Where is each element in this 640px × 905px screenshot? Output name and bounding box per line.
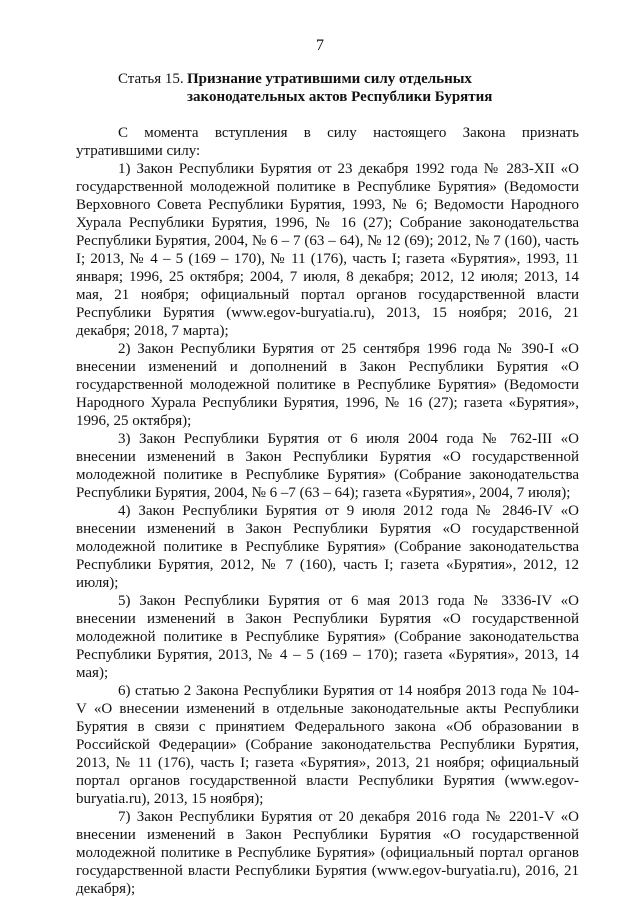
article-body: [76, 124, 579, 898]
intro-paragraph: С момента вступления в силу настоящего Закона признать утратившими силу:: [76, 125, 579, 159]
article-label: Статья 15.: [118, 71, 184, 87]
list-item-1: 1) Закон Республики Бурятия от 23 декабря 1992 года № 283-XII «О государственной молодежной политике в Республике Бурятия» (Ведомости Верховного Совета Республики Бурятия, 1993, № 6; Ведомости Народного Хурала Республики Бурятия, 1996, № 16 (27); Собрание законодательства Республики Бурятия, 2004, № 6 – 7 (63 – 64), № 12 (69); 2012, № 7 (160), часть I; 2013, № 4 – 5 (169 – 170), № 11 (176), часть I; газета «Бурятия», 1993, 11 января; 1996, 25 октября; 2004, 7 июля, 8 декабря; 2012, 12 июля; 2013, 14 мая, 21 ноября; официальный портал органов государственной власти Республики Бурятия (www.egov-buryatia.ru), 2013, 15 ноября; 2016, 21 декабря; 2018, 7 марта);: [76, 161, 579, 339]
list-item-3: 3) Закон Республики Бурятия от 6 июля 2004 года № 762-III «О внесении изменений в Закон Республики Бурятия «О государственной молодежной политике в Республике Бурятия» (Собрание законодательства Республики Бурятия, 2004, № 6 –7 (63 – 64); газета «Бурятия», 2004, 7 июля);: [76, 431, 579, 501]
list-item-6: 6) статью 2 Закона Республики Бурятия от 14 ноября 2013 года № 104-V «О внесении изменений в отдельные законодательные акты Республики Бурятия в связи с принятием Федерального закона «Об образовании в Российской Федерации» (Собрание законодательства Республики Бурятия, 2013, № 11 (176), часть I; газета «Бурятия», 2013, 21 ноября; официальный портал органов государственной власти Республики Бурятия (www.egov-buryatia.ru), 2013, 15 ноября);: [76, 683, 579, 807]
list-item-7: 7) Закон Республики Бурятия от 20 декабря 2016 года № 2201-V «О внесении изменений в Закон Республики Бурятия «О государственной молодежной политике в Республике Бурятия» (официальный портал органов государственной власти Республики Бурятия (www.egov-buryatia.ru), 2016, 21 декабря);: [76, 809, 579, 897]
list-item-2: 2) Закон Республики Бурятия от 25 сентября 1996 года № 390-I «О внесении изменений и дополнений в Закон Республики Бурятия «О государственной молодежной политике в Республике Бурятия» (Ведомости Народного Хурала Республики Бурятия, 1996, № 16 (27); газета «Бурятия», 1996, 25 октября);: [76, 341, 579, 429]
list-item-5: 5) Закон Республики Бурятия от 6 мая 2013 года № 3336-IV «О внесении изменений в Закон Республики Бурятия «О государственной молодежной политике в Республике Бурятия» (Собрание законодательства Республики Бурятия, 2013, № 4 – 5 (169 – 170); газета «Бурятия», 2013, 14 мая);: [76, 593, 579, 681]
list-item-4: 4) Закон Республики Бурятия от 9 июля 2012 года № 2846-IV «О внесении изменений в Закон Республики Бурятия «О государственной молодежной политике в Республике Бурятия» (Собрание законодательства Республики Бурятия, 2012, № 7 (160), часть I; газета «Бурятия», 2012, 12 июля);: [76, 503, 579, 591]
article-title: Признание утратившими силу отдельных законодательных актов Республики Бурятия: [187, 71, 493, 105]
page-number: 7: [316, 37, 324, 54]
